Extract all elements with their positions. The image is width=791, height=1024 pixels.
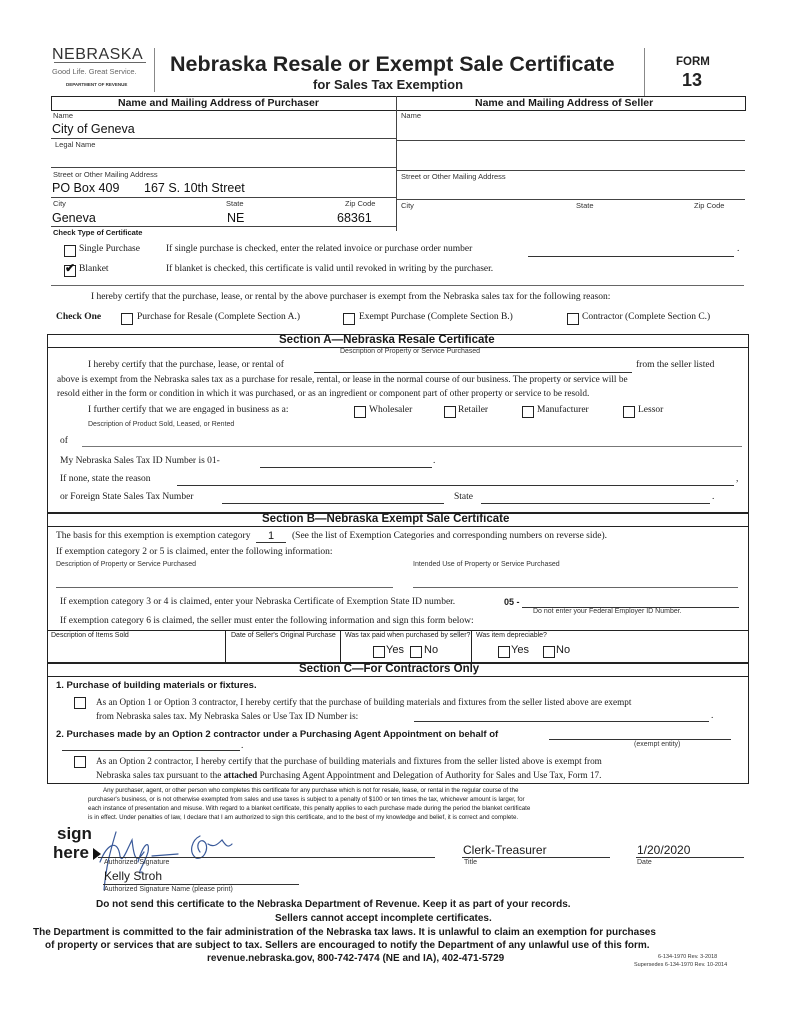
seller-name-field-2[interactable]	[400, 150, 740, 166]
contractor-tax-id-field[interactable]	[414, 721, 709, 722]
printed-name-field[interactable]: Kelly Stroh	[104, 869, 163, 883]
section-c-item1-line2: from Nebraska sales tax. My Nebraska Sales or Use Tax ID Number is:	[96, 711, 359, 721]
seller-city-label: City	[401, 201, 414, 210]
section-c-item2-heading: 2. Purchases made by an Option 2 contractor under a Purchasing Agent Appointment on behalf of	[56, 729, 499, 740]
foreign-tax-number-field[interactable]	[222, 503, 444, 504]
manufacturer-checkbox[interactable]	[522, 406, 534, 418]
option-1-3-checkbox[interactable]	[74, 697, 86, 709]
footer-revision: 6-134-1970 Rev. 3-2018	[658, 954, 718, 960]
blanket-description: If blanket is checked, this certificate is valid until revoked in writing by the purchaser.	[166, 264, 494, 274]
purchaser-heading: Name and Mailing Address of Purchaser	[118, 97, 319, 109]
purchaser-state-field[interactable]: NE	[227, 211, 245, 225]
section-b-description-field[interactable]	[56, 587, 393, 588]
purchaser-street-label: Street or Other Mailing Address	[53, 170, 158, 179]
intended-use-label: Intended Use of Property or Service Purchased	[413, 561, 560, 568]
item2-line2-attached: attached	[223, 770, 258, 780]
items-sold-header: Description of Items Sold	[51, 632, 129, 639]
footer-notice-2: Sellers cannot accept incomplete certificates.	[275, 913, 492, 924]
business-type-prefix: I further certify that we are engaged in business as a:	[88, 405, 289, 415]
rule	[51, 167, 396, 168]
title-label: Title	[464, 859, 477, 866]
footer-contact: revenue.nebraska.gov, 800-742-7474 (NE and IA), 402-471-5729	[207, 953, 505, 964]
purchaser-city-label: City	[53, 199, 66, 208]
seller-street-label: Street or Other Mailing Address	[401, 172, 506, 181]
tax-paid-no-checkbox[interactable]	[410, 646, 422, 658]
sign-here-label-2: here	[53, 843, 89, 862]
of-label: of	[60, 436, 68, 446]
wholesaler-label: Wholesaler	[369, 405, 413, 415]
rule	[48, 676, 748, 677]
logo-divider	[154, 48, 155, 92]
logo	[50, 46, 152, 94]
exemption-basis-prefix: The basis for this exemption is exemption category	[56, 531, 251, 541]
penalty-line-3: each instance of presentation and misuse. With regard to a blanket certificate, this penalty applies to each purchase made during the period the blanket certificate	[88, 805, 531, 812]
section-a-desc-label: Description of Property or Service Purchased	[340, 348, 481, 355]
seller-city-state-zip-field[interactable]	[400, 211, 740, 227]
footer-supersedes: Supersedes 6-134-1970 Rev. 10-2014	[634, 962, 728, 968]
depreciable-yes-checkbox[interactable]	[498, 646, 510, 658]
wholesaler-checkbox[interactable]	[354, 406, 366, 418]
tax-paid-no-label: No	[424, 644, 439, 656]
tax-id-trail: .	[433, 456, 436, 466]
tax-id-prefix: My Nebraska Sales Tax ID Number is 01-	[60, 456, 220, 466]
purchaser-street-field[interactable]: 167 S. 10th Street	[144, 181, 245, 195]
original-purchase-date-header: Date of Seller's Original Purchase	[231, 632, 336, 639]
rule	[51, 226, 396, 227]
form-subtitle: for Sales Tax Exemption	[313, 77, 464, 92]
rule	[48, 526, 748, 527]
category-2-5-text: If exemption category 2 or 5 is claimed, enter the following information:	[56, 547, 333, 557]
purchase-for-resale-label: Purchase for Resale (Complete Section A.)	[137, 312, 301, 322]
exemption-basis-suffix: (See the list of Exemption Categories and corresponding numbers on reverse side).	[292, 531, 607, 541]
logo-tagline: Good Life. Great Service.	[52, 67, 137, 76]
footer-fair-1: The Department is committed to the fair administration of the Nebraska tax laws. It is unlawful to claim an exemption for purchases	[33, 927, 656, 938]
form-number-divider	[644, 48, 645, 96]
purchaser-state-label: State	[226, 199, 244, 208]
purchase-for-resale-checkbox[interactable]	[121, 313, 133, 325]
seller-name-label: Name	[401, 111, 422, 120]
checkmark-icon: ✔	[65, 261, 76, 275]
section-c-item1-line1: As an Option 1 or Option 3 contractor, I hereby certify that the purchase of building materials and fixtures from the seller listed above are exempt	[96, 697, 632, 707]
seller-street-field[interactable]	[400, 180, 740, 196]
section-a-line1: I hereby certify that the purchase, lease, or rental of	[88, 360, 284, 370]
purchaser-legal-name-field[interactable]	[55, 152, 385, 166]
purchaser-zip-field[interactable]: 68361	[337, 211, 372, 225]
sign-here-label-1: sign	[57, 824, 92, 843]
seller-state-label: State	[576, 201, 594, 210]
purchaser-legal-name-label: Legal Name	[55, 140, 96, 149]
exempt-entity-label: (exempt entity)	[634, 741, 681, 748]
invoice-number-field[interactable]	[528, 256, 734, 257]
intended-use-field[interactable]	[413, 587, 738, 588]
purchaser-name-field[interactable]: City of Geneva	[52, 122, 135, 136]
option-2-checkbox[interactable]	[74, 756, 86, 768]
tax-paid-yes-label: Yes	[386, 644, 404, 656]
section-c-item1-heading: 1. Purchase of building materials or fixtures.	[56, 680, 257, 691]
title-line	[462, 857, 610, 858]
section-b-desc-label: Description of Property or Service Purchased	[56, 561, 197, 568]
penalty-line-1: Any purchaser, agent, or other person who completes this certificate for any purchase which is not for resale, lease, or rental in the regular course of the	[103, 787, 519, 794]
reason-statement: I hereby certify that the purchase, lease, or rental by the above purchaser is exempt from the Nebraska sales tax for the following reason:	[91, 292, 611, 302]
date-label: Date	[637, 859, 652, 866]
logo-department: DEPARTMENT OF REVENUE	[66, 82, 128, 87]
contractor-label: Contractor (Complete Section C.)	[582, 312, 711, 322]
section-a-line3: resold either in the form or condition in which it was purchased, or as an ingredient or component part of other property or service to be resold.	[57, 389, 590, 399]
check-one-label: Check One	[56, 312, 102, 322]
depreciable-no-label: No	[556, 644, 571, 656]
section-c-item2-trail: .	[241, 741, 244, 751]
sales-tax-id-field[interactable]	[260, 467, 432, 468]
exempt-entity-field[interactable]	[549, 739, 731, 740]
if-none-reason-field[interactable]	[177, 485, 734, 486]
retailer-checkbox[interactable]	[444, 406, 456, 418]
foreign-state-trail: .	[712, 492, 715, 502]
category-3-4-text: If exemption category 3 or 4 is claimed, enter your Nebraska Certificate of Exemption State ID number.	[60, 597, 456, 607]
authorized-signature-label: Authorized Signature	[104, 859, 170, 866]
tax-paid-header: Was tax paid when purchased by seller?	[345, 632, 471, 639]
form-number: 13	[682, 70, 703, 90]
retailer-label: Retailer	[458, 405, 489, 415]
foreign-tax-number-label: or Foreign State Sales Tax Number	[60, 492, 194, 502]
rule	[51, 138, 396, 139]
item2-line2-text-a: Nebraska sales tax pursuant to the	[96, 770, 224, 780]
seller-heading: Name and Mailing Address of Seller	[475, 97, 654, 109]
lessor-label: Lessor	[638, 405, 664, 415]
section-a-line2: above is exempt from the Nebraska sales tax as a purchase for resale, rental, or lease in the normal course of our business. The property or service will be	[57, 375, 628, 385]
tax-paid-yes-checkbox[interactable]	[373, 646, 385, 658]
purchaser-name-label: Name	[53, 111, 74, 120]
state-id-prefix: 05 -	[504, 597, 520, 607]
section-c-item1-trail: .	[711, 711, 714, 721]
exempt-entity-field-2[interactable]	[62, 750, 240, 751]
rule	[340, 630, 341, 662]
date-field[interactable]: 1/20/2020	[637, 843, 691, 857]
printed-name-line	[103, 884, 299, 885]
rule	[396, 140, 745, 141]
product-description-field[interactable]	[82, 446, 742, 447]
purchaser-city-field[interactable]: Geneva	[52, 211, 96, 225]
rule	[471, 630, 472, 662]
category-6-text: If exemption category 6 is claimed, the seller must enter the following information and sign this form below:	[60, 616, 474, 626]
section-a-line1-suffix: from the seller listed	[636, 360, 715, 370]
date-line	[636, 857, 744, 858]
rule	[396, 199, 745, 200]
purchaser-street-field-po[interactable]: PO Box 409	[52, 181, 120, 195]
rule	[51, 285, 744, 286]
contractor-checkbox[interactable]	[567, 313, 579, 325]
if-none-label: If none, state the reason	[60, 474, 151, 484]
section-c-title: Section C—For Contractors Only	[299, 663, 480, 675]
purchaser-zip-label: Zip Code	[345, 199, 376, 208]
penalty-line-2: purchaser's business, or is not otherwise exempted from sales and use taxes is subject to a penalty of $100 or ten times the tax, whichever amount is larger, for	[88, 796, 525, 803]
penalty-line-4: is in effect. Under penalties of law, I declare that I am authorized to sign this certificate, and to the best of my knowledge and belief, it is correct and complete.	[88, 814, 519, 821]
title-field[interactable]: Clerk-Treasurer	[463, 843, 547, 857]
item2-line2-text-c: Purchasing Agent Appointment and Delegation of Authority for Sales and Use Tax, Form 17.	[257, 770, 602, 780]
single-purchase-label: Single Purchase	[79, 244, 140, 254]
seller-zip-label: Zip Code	[694, 201, 725, 210]
footer-fair-2: of property or services that are subject to tax. Sellers are encouraged to notify the Department of any unlawful use of this form.	[45, 940, 650, 951]
single-purchase-checkbox[interactable]	[64, 245, 76, 257]
product-description-label: Description of Product Sold, Leased, or Rented	[88, 421, 235, 428]
items-sold-field[interactable]	[50, 642, 222, 660]
rule	[396, 170, 745, 171]
exempt-purchase-label: Exempt Purchase (Complete Section B.)	[359, 312, 513, 322]
exempt-purchase-checkbox[interactable]	[343, 313, 355, 325]
section-c-item2-line2	[96, 770, 601, 780]
original-purchase-date-field[interactable]	[228, 642, 338, 660]
seller-name-field[interactable]	[400, 120, 740, 136]
form-label: FORM	[676, 56, 710, 68]
footer-notice-1: Do not send this certificate to the Nebraska Department of Revenue. Keep it as part of your records.	[96, 899, 571, 910]
lessor-checkbox[interactable]	[623, 406, 635, 418]
printed-name-label: Authorized Signature Name (please print)	[104, 886, 233, 893]
certificate-type-heading: Check Type of Certificate	[53, 228, 143, 237]
rule	[225, 630, 226, 662]
signature-line	[98, 857, 435, 858]
single-purchase-description: If single purchase is checked, enter the related invoice or purchase order number	[166, 244, 473, 254]
if-none-trail: ,	[736, 474, 739, 484]
rule	[51, 197, 396, 198]
section-a-title: Section A—Nebraska Resale Certificate	[279, 334, 495, 346]
logo-swoosh	[54, 62, 146, 63]
fein-note: Do not enter your Federal Employer ID Number.	[533, 608, 682, 615]
section-b-title: Section B—Nebraska Exempt Sale Certificate	[262, 513, 510, 525]
foreign-state-label: State	[454, 492, 473, 502]
blanket-label: Blanket	[79, 264, 109, 274]
section-c-item2-line1: As an Option 2 contractor, I hereby certify that the purchase of building materials and fixtures from the seller listed above is exempt from	[96, 756, 602, 766]
foreign-state-field[interactable]	[481, 503, 710, 504]
form-title: Nebraska Resale or Exempt Sale Certificate	[170, 52, 615, 76]
rule	[256, 542, 286, 543]
property-description-field[interactable]	[314, 372, 632, 373]
address-divider	[396, 96, 397, 231]
depreciable-no-checkbox[interactable]	[543, 646, 555, 658]
exemption-category-field[interactable]: 1	[268, 530, 275, 542]
manufacturer-label: Manufacturer	[537, 405, 589, 415]
rule	[48, 630, 748, 631]
blanket-checkbox[interactable]	[64, 261, 76, 277]
depreciable-yes-label: Yes	[511, 644, 529, 656]
logo-wordmark: NEBRASKA	[52, 46, 144, 63]
depreciable-header: Was item depreciable?	[476, 632, 547, 639]
invoice-trail: .	[737, 244, 740, 254]
